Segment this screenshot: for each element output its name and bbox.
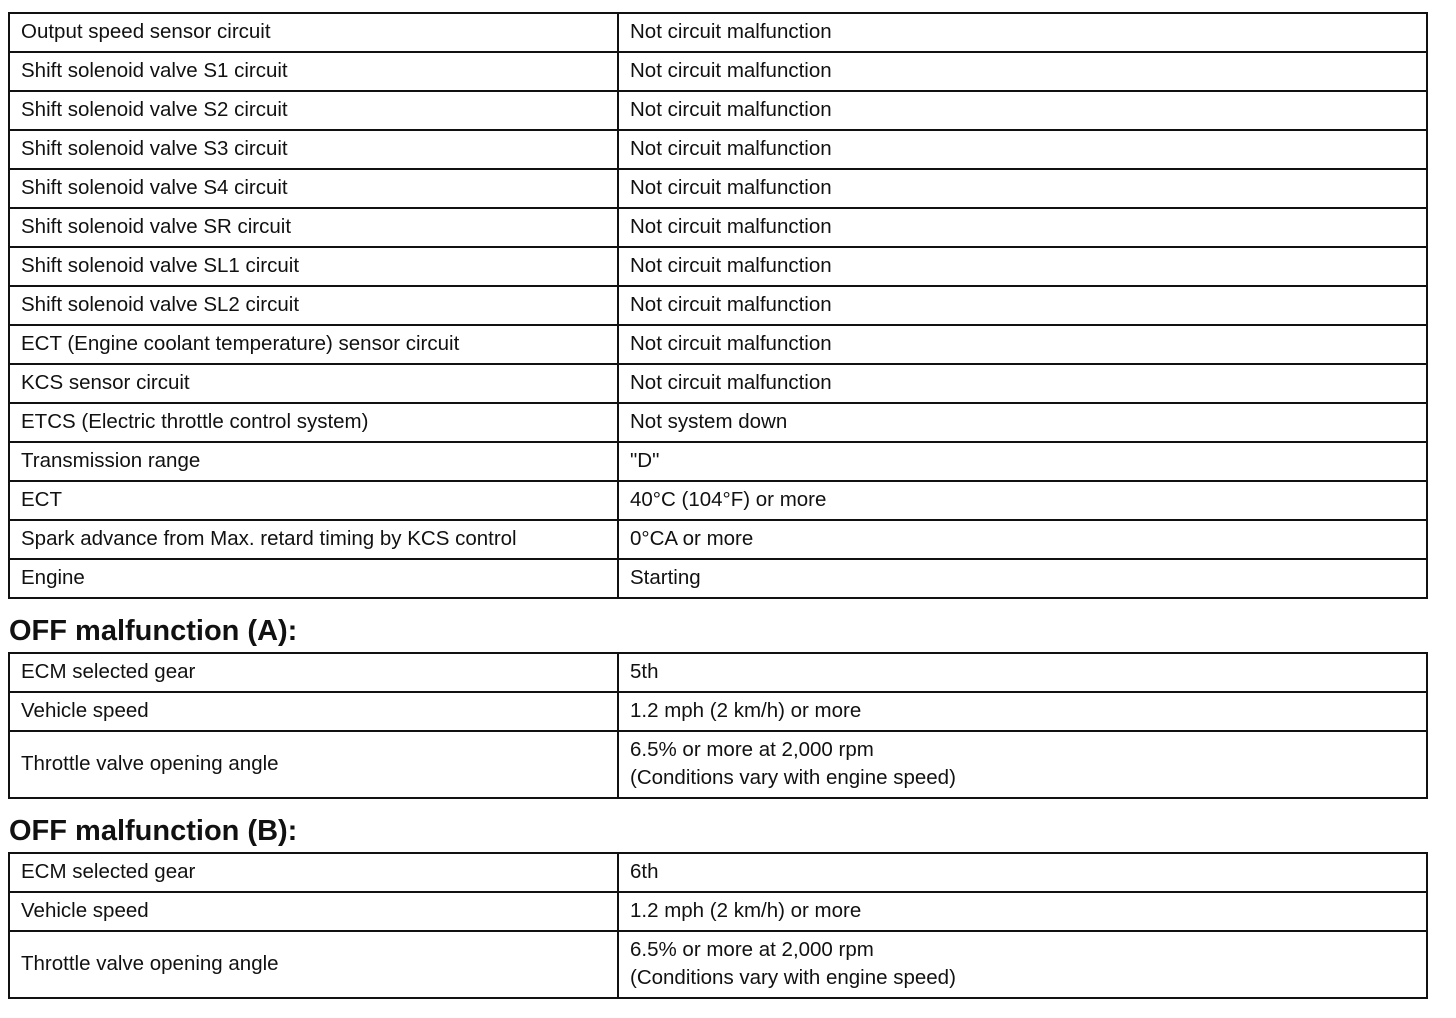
item-cell: Spark advance from Max. retard timing by KCS control <box>9 520 618 559</box>
item-cell: Shift solenoid valve S2 circuit <box>9 91 618 130</box>
condition-cell: 1.2 mph (2 km/h) or more <box>618 892 1427 931</box>
condition-cell: Not circuit malfunction <box>618 130 1427 169</box>
condition-cell: "D" <box>618 442 1427 481</box>
table-row <box>9 13 1427 52</box>
condition-cell: 0°CA or more <box>618 520 1427 559</box>
table-row <box>9 692 1427 731</box>
condition-cell: Not circuit malfunction <box>618 247 1427 286</box>
item-cell: ECM selected gear <box>9 853 618 892</box>
item-cell: Throttle valve opening angle <box>9 731 618 798</box>
condition-cell: Not circuit malfunction <box>618 325 1427 364</box>
table-row <box>9 130 1427 169</box>
off-malfunction-a-table <box>8 652 1428 799</box>
off-malfunction-b-table <box>8 852 1428 999</box>
condition-text: 6.5% or more at 2,000 rpm <box>630 738 874 761</box>
item-cell: Shift solenoid valve SL1 circuit <box>9 247 618 286</box>
item-cell: Shift solenoid valve S1 circuit <box>9 52 618 91</box>
condition-cell: Not circuit malfunction <box>618 208 1427 247</box>
section-a-heading: OFF malfunction (A): <box>9 615 298 647</box>
condition-cell <box>618 731 1427 798</box>
table-row <box>9 442 1427 481</box>
table-row <box>9 892 1427 931</box>
condition-cell: 6th <box>618 853 1427 892</box>
table-row <box>9 52 1427 91</box>
table-row <box>9 931 1427 998</box>
table-row <box>9 520 1427 559</box>
condition-cell: Not system down <box>618 403 1427 442</box>
item-cell: ECM selected gear <box>9 653 618 692</box>
item-cell: Vehicle speed <box>9 892 618 931</box>
table-row <box>9 208 1427 247</box>
item-cell: ETCS (Electric throttle control system) <box>9 403 618 442</box>
condition-cell: 5th <box>618 653 1427 692</box>
table-row <box>9 653 1427 692</box>
item-cell: KCS sensor circuit <box>9 364 618 403</box>
condition-cell <box>618 931 1427 998</box>
table-row <box>9 286 1427 325</box>
table-row <box>9 364 1427 403</box>
condition-cell: Not circuit malfunction <box>618 169 1427 208</box>
condition-text: 6.5% or more at 2,000 rpm <box>630 938 874 961</box>
table-row <box>9 481 1427 520</box>
table-row <box>9 731 1427 798</box>
condition-cell: Not circuit malfunction <box>618 364 1427 403</box>
table-row <box>9 169 1427 208</box>
table-row <box>9 853 1427 892</box>
condition-cell: Not circuit malfunction <box>618 286 1427 325</box>
item-cell: Shift solenoid valve SR circuit <box>9 208 618 247</box>
table-row <box>9 559 1427 598</box>
item-cell: Transmission range <box>9 442 618 481</box>
condition-cell: Not circuit malfunction <box>618 91 1427 130</box>
conditions-table <box>8 12 1428 599</box>
item-cell: Engine <box>9 559 618 598</box>
condition-cell: Not circuit malfunction <box>618 52 1427 91</box>
item-cell: Shift solenoid valve SL2 circuit <box>9 286 618 325</box>
condition-cell: Starting <box>618 559 1427 598</box>
section-b-heading: OFF malfunction (B): <box>9 815 298 847</box>
document-page <box>8 12 1426 999</box>
item-cell: ECT (Engine coolant temperature) sensor circuit <box>9 325 618 364</box>
table-row <box>9 403 1427 442</box>
condition-cell: 1.2 mph (2 km/h) or more <box>618 692 1427 731</box>
item-cell: Output speed sensor circuit <box>9 13 618 52</box>
item-cell: Shift solenoid valve S4 circuit <box>9 169 618 208</box>
table-row <box>9 325 1427 364</box>
item-cell: Vehicle speed <box>9 692 618 731</box>
condition-note: (Conditions vary with engine speed) <box>630 766 956 789</box>
condition-cell: Not circuit malfunction <box>618 13 1427 52</box>
item-cell: Throttle valve opening angle <box>9 931 618 998</box>
condition-note: (Conditions vary with engine speed) <box>630 966 956 989</box>
table-row <box>9 247 1427 286</box>
item-cell: ECT <box>9 481 618 520</box>
item-cell: Shift solenoid valve S3 circuit <box>9 130 618 169</box>
table-row <box>9 91 1427 130</box>
condition-cell: 40°C (104°F) or more <box>618 481 1427 520</box>
